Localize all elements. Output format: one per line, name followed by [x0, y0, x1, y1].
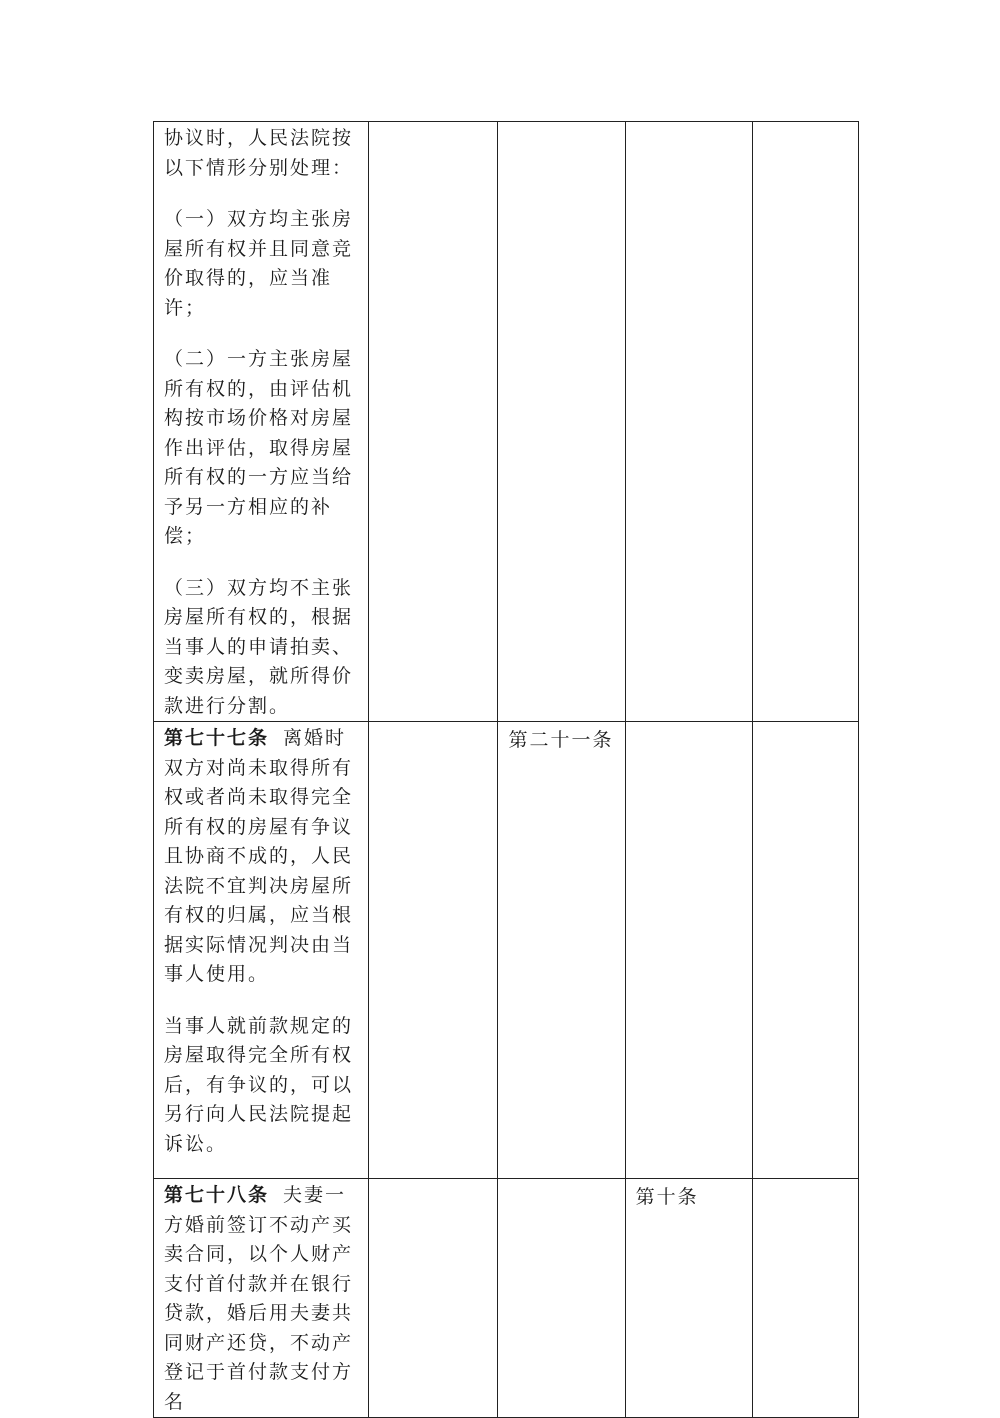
paragraph: （二）一方主张房屋所有权的，由评估机构按市场价格对房屋作出评估，取得房屋所有权的一方应当给予另一方相应的补偿；	[164, 348, 354, 547]
reference-cell	[752, 122, 858, 722]
reference-cell	[369, 122, 498, 722]
paragraph: 当事人就前款规定的房屋取得完全所有权后，有争议的，可以另行向人民法院提起诉讼。	[164, 1014, 354, 1155]
reference-cell	[369, 722, 498, 1179]
article-text-cell	[154, 1179, 369, 1418]
article-text-cell	[154, 122, 369, 722]
article-reference: 第二十一条	[508, 729, 614, 751]
reference-cell	[498, 122, 625, 722]
paragraph: （一）双方均主张房屋所有权并且同意竞价取得的，应当准许；	[164, 208, 354, 319]
reference-cell	[752, 1179, 858, 1418]
article-text-cell	[154, 722, 369, 1179]
law-comparison-table	[153, 121, 859, 1418]
reference-cell	[369, 1179, 498, 1418]
reference-cell	[498, 1179, 625, 1418]
reference-cell	[625, 1179, 752, 1418]
reference-cell	[498, 722, 625, 1179]
article-reference: 第十条	[635, 1186, 699, 1208]
article-heading: 第七十七条	[164, 727, 270, 749]
table-row	[154, 122, 859, 722]
paragraph: 夫妻一方婚前签订不动产买卖合同，以个人财产支付首付款并在银行贷款，婚后用夫妻共同财产还贷，不动产登记于首付款支付方名	[164, 1184, 354, 1413]
paragraph: 离婚时双方对尚未取得所有权或者尚未取得完全所有权的房屋有争议且协商不成的，人民法院不宜判决房屋所有权的归属，应当根据实际情况判决由当事人使用。	[164, 727, 354, 985]
article-heading: 第七十八条	[164, 1184, 270, 1206]
paragraph: （三）双方均不主张房屋所有权的，根据当事人的申请拍卖、变卖房屋，就所得价款进行分割。	[164, 576, 354, 717]
paragraph: 协议时，人民法院按以下情形分别处理：	[164, 127, 354, 179]
reference-cell	[752, 722, 858, 1179]
reference-cell	[625, 722, 752, 1179]
table-row	[154, 1179, 859, 1418]
table-row	[154, 722, 859, 1179]
reference-cell	[625, 122, 752, 722]
